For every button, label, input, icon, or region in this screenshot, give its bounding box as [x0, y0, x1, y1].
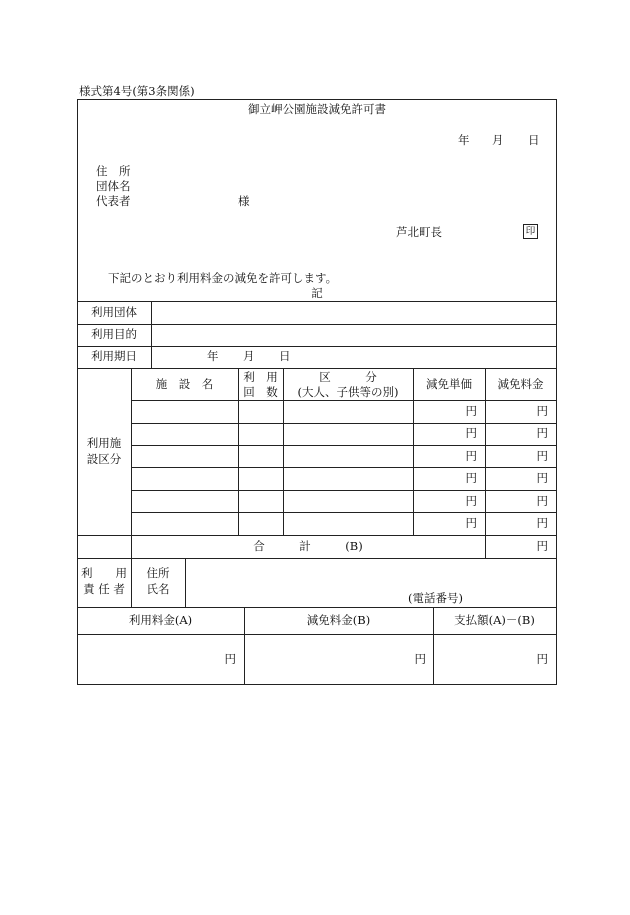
header-fee: 減免料金 [497, 377, 544, 391]
responsible-label-1: 利 用 [81, 566, 127, 580]
date-day: 日 [528, 133, 540, 147]
summary-payment-unit: 円 [536, 652, 548, 666]
row-label-purpose: 利用目的 [91, 327, 137, 341]
responsible-label-2: 責 任 者 [83, 582, 125, 596]
frame-bottom [77, 684, 557, 685]
group-name-label: 団体名 [96, 179, 131, 193]
summary-header-usage-fee: 利用料金(A) [128, 613, 193, 627]
summary-reduction-unit: 円 [414, 652, 426, 666]
date-month: 月 [492, 133, 504, 147]
period-day: 日 [279, 349, 291, 363]
row-3-unit: 円 [465, 449, 477, 463]
total-label: 合 計 (B) [253, 539, 363, 553]
responsible-address-label: 住所 [146, 566, 170, 580]
header-category-1: 区 分 [319, 370, 377, 384]
frame-left [77, 99, 78, 684]
facility-side-label-1: 利用施 [86, 436, 122, 450]
row-5-unit: 円 [465, 494, 477, 508]
permit-statement: 下記のとおり利用料金の減免を許可します。 [108, 271, 338, 285]
ki-label: 記 [311, 286, 323, 300]
phone-number-label: (電話番号) [408, 591, 463, 605]
header-category-2: (大人、子供等の別) [297, 385, 399, 399]
representative-label: 代表者 [96, 194, 131, 208]
date-year: 年 [458, 133, 470, 147]
row-4-unit: 円 [465, 471, 477, 485]
row-2-fee: 円 [536, 426, 548, 440]
issuer-name: 芦北町長 [396, 225, 442, 239]
header-facility-name: 施 設 名 [155, 377, 214, 391]
header-unit-price: 減免単価 [426, 377, 472, 391]
row-6-unit: 円 [465, 516, 477, 530]
seal-mark: 印 [523, 224, 538, 239]
row-2-unit: 円 [465, 426, 477, 440]
responsible-name-label: 氏名 [146, 582, 170, 596]
row-label-period: 利用期日 [91, 349, 137, 363]
form-title: 御立岬公園施設減免許可書 [248, 102, 386, 116]
row-label-group: 利用団体 [91, 305, 137, 319]
period-year: 年 [207, 349, 219, 363]
facility-side-label-2: 設区分 [86, 452, 122, 466]
summary-usage-fee-unit: 円 [224, 652, 236, 666]
row-3-fee: 円 [536, 449, 548, 463]
frame-top [77, 99, 557, 100]
period-month: 月 [243, 349, 255, 363]
row-6-fee: 円 [536, 516, 548, 530]
summary-header-reduction: 減免料金(B) [306, 613, 371, 627]
row-4-fee: 円 [536, 471, 548, 485]
frame-right [556, 99, 557, 684]
header-count-1: 利 用 [243, 370, 278, 384]
form-number-label: 様式第4号(第3条関係) [79, 84, 195, 98]
summary-header-payment: 支払額(A)－(B) [454, 613, 535, 627]
header-count-2: 回 数 [243, 385, 278, 399]
total-unit: 円 [536, 539, 548, 553]
row-1-unit: 円 [465, 404, 477, 418]
row-1-fee: 円 [536, 404, 548, 418]
address-label: 住 所 [96, 164, 131, 178]
row-5-fee: 円 [536, 494, 548, 508]
honorific-sama: 様 [238, 194, 250, 208]
